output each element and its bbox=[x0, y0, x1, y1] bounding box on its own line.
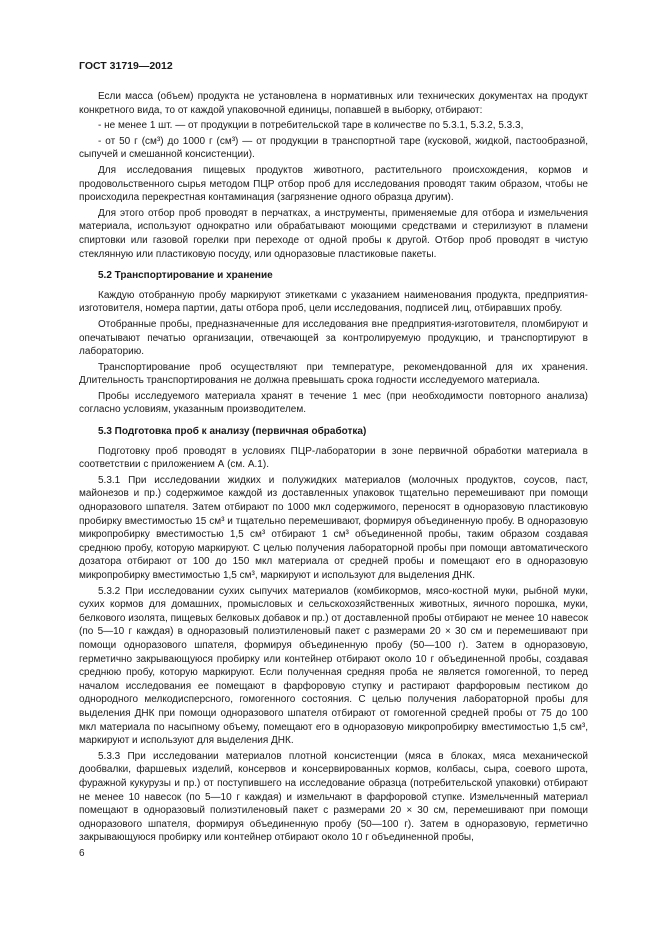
page-number: 6 bbox=[79, 848, 85, 859]
paragraph: Подготовку проб проводят в условиях ПЦР-лаборатории в зоне первичной обработки материала в соответствии с приложением А (см. А.1). bbox=[79, 445, 588, 471]
list-item: - от 50 г (см³) до 1000 г (см³) — от продукции в транспортной таре (кусковой, жидкой, пастообразной, сыпучей и смешанной консистенции). bbox=[79, 135, 588, 161]
section-heading-5-2: 5.2 Транспортирование и хранение bbox=[98, 270, 273, 282]
list-item: - не менее 1 шт. — от продукции в потребительской таре в количестве по 5.3.1, 5.3.2, 5.3.3, bbox=[98, 120, 524, 132]
paragraph: Отобранные пробы, предназначенные для исследования вне предприятия-изготовителя, пломбируют и опечатывают печатью организации, отвечающей за контролируемую продукцию, и транспортируют в лабораторию. bbox=[79, 318, 588, 358]
clause-5-3-2: 5.3.2 При исследовании сухих сыпучих материалов (комбикормов, мясо-костной муки, рыбной муки, сухих кормов для домашних, промысловых и сельскохозяйственных животных, яичного порошка, муки, белкового изолята, пищевых белковых добавок и пр.) от доставленной пробы отбирают не менее 10 навесок (по 5—10 г каждая) в одноразовый полиэтиленовый пакет с размерами 20 × 30 см и перемешивают при помощи одноразового шпателя, формируя объединенную пробу (50—100 г). Затем в одноразовую, герметично закрывающуюся пробирку или контейнер отбирают около 10 г объединенной пробы, создавая среднюю пробу, которую маркируют. Если полученная средняя проба не является гомогенной, то перед началом исследования ее помещают в фарфоровую ступку и растирают фарфоровым пестиком до однородного мелкодисперсного, гомогенного состояния. С целью получения лабораторной пробы для выделения ДНК при помощи одноразового шпателя отбирают от гомогенной средней пробы от 75 до 100 мкл материала по насыпному объему, помещают его в одноразовую микропробирку вместимостью 1,5 см³, маркируют и используют для выделения ДНК. bbox=[79, 585, 588, 747]
paragraph: Пробы исследуемого материала хранят в течение 1 мес (при необходимости повторного анализа) согласно условиям, указанным производителем. bbox=[79, 390, 588, 416]
page-body bbox=[79, 90, 588, 847]
section-heading-5-3: 5.3 Подготовка проб к анализу (первичная обработка) bbox=[98, 426, 367, 438]
paragraph: Каждую отобранную пробу маркируют этикетками с указанием наименования продукта, предприятия-изготовителя, номера партии, даты отбора проб, цели исследования, подписей лиц, отбиравших пробу. bbox=[79, 289, 588, 315]
clause-5-3-3: 5.3.3 При исследовании материалов плотной консистенции (мяса в блоках, мяса механической дообвалки, фаршевых изделий, консервов и консервированных кормов, колбасы, сыра, соевого шрота, фуражной кукурузы и пр.) от поступившего на исследование образца (потребительской упаковки) отбирают не менее 10 навесок (по 5—10 г каждая) и измельчают в фарфоровой ступке. Измельченный материал помещают в одноразовый полиэтиленовый пакет с размерами 20 × 30 см, перемешивают при помощи одноразового шпателя, формируя объединенную пробу (50—100 г). Затем в одноразовую, герметично закрывающуюся пробирку или контейнер отбирают около 10 г объединенной пробы, bbox=[79, 750, 588, 844]
clause-5-3-1: 5.3.1 При исследовании жидких и полужидких материалов (молочных продуктов, соусов, паст, майонезов и пр.) содержимое каждой из доставленных упаковок тщательно перемешивают при помощи одноразового шпателя. Затем отбирают по 1000 мкл содержимого, переносят в одноразовую пластиковую пробирку вместимостью 15 см³ и тщательно перемешивают, формируя объединенную пробу. В одноразовую микропробирку вместимостью 1,5 см³ отбирают 1 см³ объединенной пробы, таким образом создавая среднюю пробу, которую маркируют. С целью получения лабораторной пробы при помощи автоматического дозатора отбирают от 100 до 150 мкл материала от средней пробы и помещают его в одноразовую микропробирку вместимостью 1,5 см³, маркируют и используют для выделения ДНК. bbox=[79, 474, 588, 581]
document-header: ГОСТ 31719—2012 bbox=[79, 60, 173, 72]
paragraph: Для этого отбор проб проводят в перчатках, а инструменты, применяемые для отбора и измельчения материала, используют однократно или обрабатывают моющими средствами и стерилизуют в пламени спиртовки или газовой горелки при переходе от одной пробы к другой. Отбор проб проводят в чистую стеклянную или пластиковую посуду, или одноразовые пластиковые пакеты. bbox=[79, 207, 588, 260]
paragraph: Транспортирование проб осуществляют при температуре, рекомендованной для их хранения. Длительность транспортирования не должна превышать срока годности исследуемого материала. bbox=[79, 361, 588, 387]
paragraph: Если масса (объем) продукта не установлена в нормативных или технических документах на продукт конкретного вида, то от каждой упаковочной единицы, попавшей в выборку, отбирают: bbox=[79, 91, 588, 116]
paragraph: Для исследования пищевых продуктов животного, растительного происхождения, кормов и продовольственного сырья методом ПЦР отбор проб для исследования проводят таким образом, чтобы не происходила перекрестная контаминация (загрязнение одного образца другим). bbox=[79, 164, 588, 204]
